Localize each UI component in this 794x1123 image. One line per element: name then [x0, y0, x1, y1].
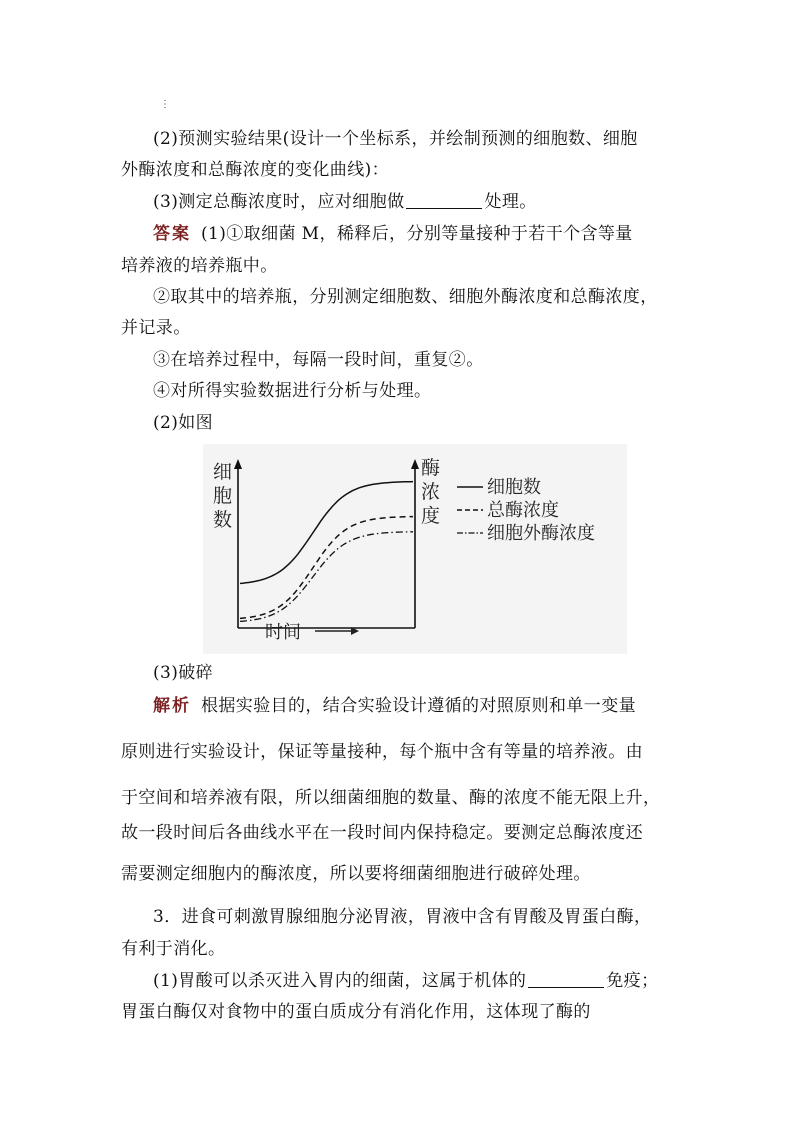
question-3-sub-1 — [153, 970, 713, 992]
answer-blank[interactable] — [406, 192, 482, 209]
question-3-line-2: 有利于消化。 — [121, 939, 226, 959]
y-right-label-3: 度 — [421, 505, 441, 527]
analysis-line-2: 原则进行实验设计，保证等量接种，每个瓶中含有等量的培养液。由 — [121, 742, 643, 762]
y-right-label-2: 浓 — [421, 481, 441, 503]
question-2-line-2: 外酶浓度和总酶浓度的变化曲线)： — [121, 160, 390, 180]
question-3-suffix: 处理。 — [484, 192, 537, 212]
question-3-text: (3)测定总酶浓度时，应对细胞做 — [153, 192, 405, 212]
legend-label-total-enzyme: 总酶浓度 — [487, 500, 559, 521]
y-right-label-1: 酶 — [421, 457, 441, 479]
step-4: ④对所得实验数据进行分析与处理。 — [153, 381, 432, 401]
answer-label: 答案 — [153, 224, 191, 244]
step-2-line-1: ②取其中的培养瓶，分别测定细胞数、细胞外酶浓度和总酶浓度， — [153, 287, 658, 307]
y-left-label-1: 细 — [213, 461, 233, 483]
analysis-line-1 — [153, 695, 713, 717]
legend-label-cell-count: 细胞数 — [487, 477, 541, 498]
question-3-sub-1-text: (1)胃酸可以杀灭进入胃内的细菌，这属于机体的 — [153, 971, 527, 991]
analysis-line-4: 故一段时间后各曲线水平在一段时间内保持稳定。要测定总酶浓度还 — [121, 823, 643, 843]
question-3-sub-1-suffix: 免疫； — [606, 971, 659, 991]
y-left-label-3: 数 — [213, 509, 233, 531]
answer-line-1 — [153, 223, 713, 245]
analysis-text: 根据实验目的，结合实验设计遵循的对照原则和单一变量 — [201, 696, 636, 716]
analysis-line-3: 于空间和培养液有限，所以细菌细胞的数量、酶的浓度不能无限上升， — [121, 788, 661, 808]
answer-3: (3)破碎 — [153, 663, 214, 683]
answer-text: (1)①取细菌 M，稀释后，分别等量接种于若干个含等量 — [201, 224, 633, 244]
prediction-chart — [203, 444, 627, 654]
analysis-line-5: 需要测定细胞内的酶浓度，所以要将细菌细胞进行破碎处理。 — [121, 864, 591, 884]
question-3-line-1: 3．进食可刺激胃腺细胞分泌胃液，胃液中含有胃酸及胃蛋白酶， — [153, 907, 652, 927]
question-3 — [153, 191, 713, 213]
top-marker: ⋮ — [160, 99, 170, 110]
step-3: ③在培养过程中，每隔一段时间，重复②。 — [153, 350, 484, 370]
legend-label-extracellular-enzyme: 细胞外酶浓度 — [487, 523, 595, 544]
answer-line-2: 培养液的培养瓶中。 — [121, 256, 278, 276]
question-2-line-1: (2)预测实验结果(设计一个坐标系，并绘制预测的细胞数、细胞 — [153, 129, 638, 149]
question-3-sub-1-line-2: 胃蛋白酶仅对食物中的蛋白质成分有消化作用，这体现了酶的 — [121, 1002, 591, 1022]
analysis-label: 解析 — [153, 696, 191, 716]
immunity-blank[interactable] — [528, 971, 604, 988]
step-2-line-2: 并记录。 — [121, 318, 191, 338]
figure-intro: (2)如图 — [153, 413, 214, 433]
x-axis-label: 时间 — [265, 622, 301, 643]
y-left-label-2: 胞 — [213, 485, 233, 507]
